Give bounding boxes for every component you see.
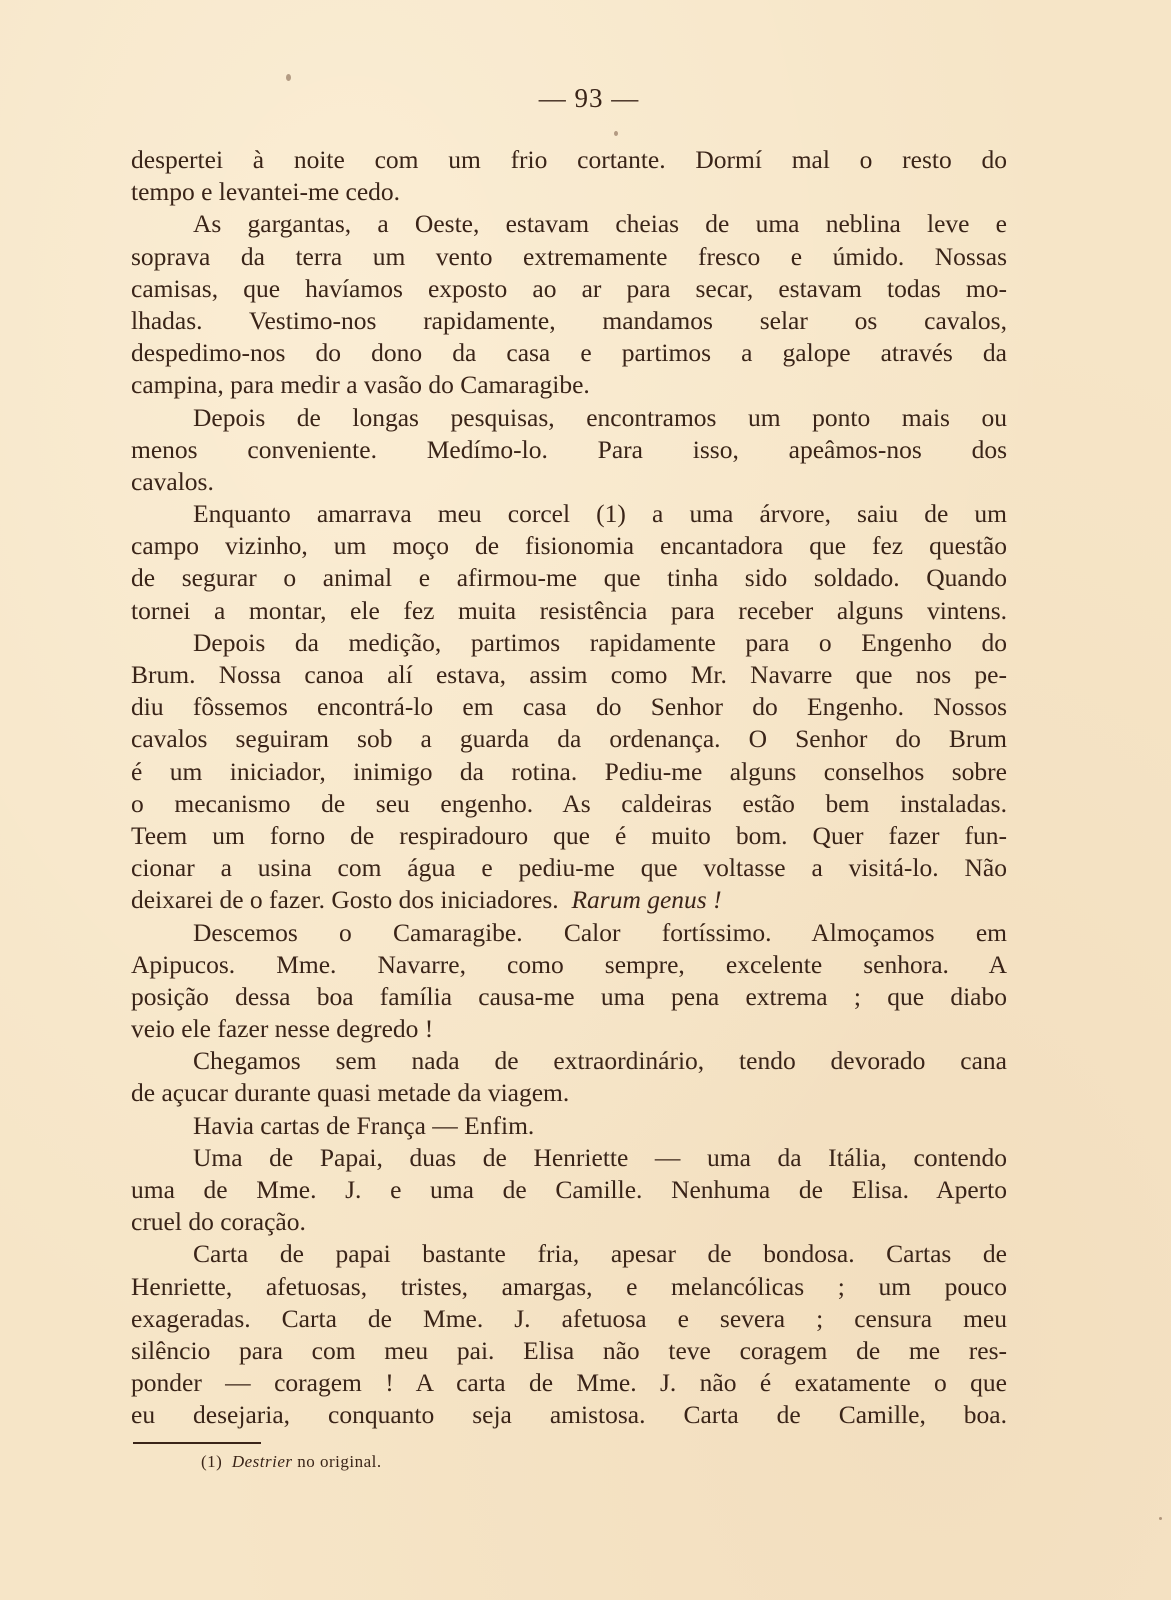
page-number: — 93 —	[538, 83, 640, 113]
text-line: Enquanto amarrava meu corcel (1) a uma árvore, saiu de um	[193, 499, 1007, 529]
text-line: de açucar durante quasi metade da viagem.	[131, 1078, 570, 1108]
text-line: Apipucos. Mme. Navarre, como sempre, excelente senhora. A	[131, 949, 1007, 979]
text-line: tempo e levantei-me cedo.	[131, 177, 401, 207]
text-line: é um iniciador, inimigo da rotina. Pediu-me alguns conselhos sobre	[131, 756, 1007, 786]
text-line: Havia cartas de França — Enfim.	[193, 1110, 535, 1140]
text-line: Teem um forno de respiradouro que é muito bom. Quer fazer fun-	[131, 820, 1007, 850]
text-line: soprava da terra um vento extremamente fresco e úmido. Nossas	[131, 241, 1007, 271]
text-line: Brum. Nossa canoa alí estava, assim como Mr. Navarre que nos pe-	[131, 660, 1007, 689]
text-line: despedimo-nos do dono da casa e partimos a galope através da	[131, 338, 1007, 368]
text-line: cavalos.	[131, 466, 214, 496]
footnote-marker: (1)	[201, 1451, 223, 1471]
text-line: cavalos seguiram sob a guarda da ordenança. O Senhor do Brum	[131, 724, 1007, 754]
text-line: campina, para medir a vasão do Camaragibe.	[131, 370, 590, 400]
text-line: cionar a usina com água e pediu-me que voltasse a visitá-lo. Não	[131, 853, 1007, 883]
text-line: veio ele fazer nesse degredo !	[131, 1014, 434, 1044]
text-line: cruel do coração.	[131, 1207, 306, 1237]
text-line: Descemos o Camaragibe. Calor fortíssimo. Almoçamos em	[193, 917, 1007, 947]
text-line: lhadas. Vestimo-nos rapidamente, mandamos selar os cavalos,	[131, 305, 1007, 335]
footnote-text: no original.	[297, 1451, 382, 1471]
text-line: de segurar o animal e afirmou-me que tinha sido soldado. Quando	[131, 563, 1007, 593]
text-line: posição dessa boa família causa-me uma pena extrema ; que diabo	[131, 981, 1007, 1011]
book-page	[131, 78, 1007, 1472]
text-line: ponder — coragem ! A carta de Mme. J. não é exatamente o que	[131, 1368, 1007, 1398]
text-line: eu desejaria, conquanto seja amistosa. Carta de Camille, boa.	[131, 1400, 1007, 1430]
scan-speck	[1159, 1517, 1162, 1520]
text-line: campo vizinho, um moço de fisionomia encantadora que fez questão	[131, 531, 1007, 561]
text-line: o mecanismo de seu engenho. As caldeiras estão bem instaladas.	[131, 788, 1007, 818]
text-line: exageradas. Carta de Mme. J. afetuosa e severa ; censura meu	[131, 1303, 1007, 1333]
text-line: diu fôssemos encontrá-lo em casa do Senhor do Engenho. Nossos	[131, 692, 1007, 722]
text-line	[131, 884, 1007, 916]
text-line: tornei a montar, ele fez muita resistência para receber alguns vintens.	[131, 595, 1007, 625]
text-line: Carta de papai bastante fria, apesar de bondosa. Cartas de	[193, 1239, 1007, 1269]
text-line: Uma de Papai, duas de Henriette — uma da Itália, contendo	[193, 1142, 1007, 1172]
text-line-roman: deixarei de o fazer. Gosto dos iniciadores.	[131, 885, 559, 915]
text-line: Chegamos sem nada de extraordinário, tendo devorado cana	[193, 1046, 1007, 1076]
text-line: Depois da medição, partimos rapidamente para o Engenho do	[193, 627, 1007, 657]
text-line: camisas, que havíamos exposto ao ar para secar, estavam todas mo-	[131, 273, 1007, 303]
text-line: uma de Mme. J. e uma de Camille. Nenhuma de Elisa. Aperto	[131, 1175, 1007, 1204]
footnote-term: Destrier	[231, 1451, 293, 1471]
text-line: despertei à noite com um frio cortante. Dormí mal o resto do	[131, 145, 1007, 174]
latin-phrase: Rarum genus !	[571, 885, 722, 915]
text-line: menos conveniente. Medímo-lo. Para isso, apeâmos-nos dos	[131, 434, 1007, 464]
text-line: Henriette, afetuosas, tristes, amargas, e melancólicas ; um pouco	[131, 1271, 1007, 1301]
text-line: Depois de longas pesquisas, encontramos um ponto mais ou	[193, 402, 1007, 432]
text-line: As gargantas, a Oeste, estavam cheias de uma neblina leve e	[193, 209, 1007, 239]
footnote	[201, 1452, 1007, 1472]
scan-speck	[286, 74, 291, 81]
footnote-divider	[133, 1442, 261, 1444]
text-line: silêncio para com meu pai. Elisa não teve coragem de me res-	[131, 1335, 1007, 1365]
scan-speck	[614, 131, 618, 136]
body-text	[131, 144, 1007, 1432]
